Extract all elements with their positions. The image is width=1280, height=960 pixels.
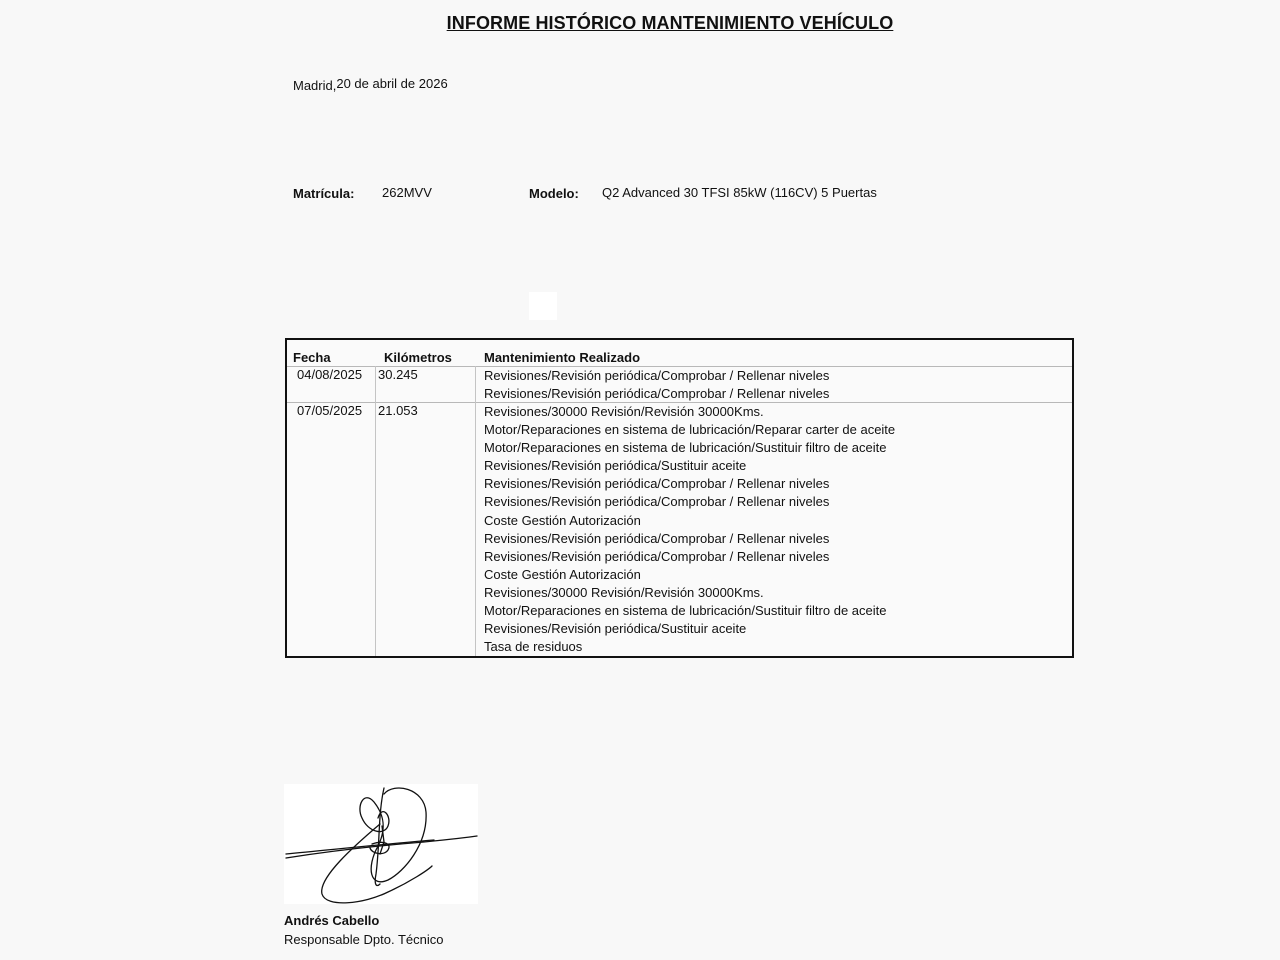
header-date: Fecha <box>293 350 331 365</box>
row-2-item: Coste Gestión Autorización <box>484 567 641 582</box>
row-2-item: Revisiones/Revisión periódica/Comprobar / Rellenar niveles <box>484 531 830 546</box>
row-2-date: 07/05/2025 <box>297 403 363 418</box>
signer-role: Responsable Dpto. Técnico <box>284 932 444 947</box>
row-2-item: Tasa de residuos <box>484 639 583 654</box>
column-divider-2 <box>475 366 476 656</box>
row-2-item: Motor/Reparaciones en sistema de lubricación/Sustituir filtro de aceite <box>484 440 887 455</box>
plate-label: Matrícula: <box>293 186 355 201</box>
row-2-item: Revisiones/30000 Revisión/Revisión 30000Kms. <box>484 404 764 419</box>
row-2-item: Revisiones/30000 Revisión/Revisión 30000Kms. <box>484 585 764 600</box>
row-2-item: Revisiones/Revisión periódica/Comprobar / Rellenar niveles <box>484 476 830 491</box>
row-2-item: Motor/Reparaciones en sistema de lubricación/Sustituir filtro de aceite <box>484 603 887 618</box>
row-2-item: Coste Gestión Autorización <box>484 513 641 528</box>
header-km: Kilómetros <box>384 350 452 365</box>
signature-icon <box>284 784 478 904</box>
report-date: 20 de abril de 2026 <box>336 76 448 91</box>
place-date <box>293 76 448 91</box>
row-1-item: Revisiones/Revisión periódica/Comprobar / Rellenar niveles <box>484 368 830 383</box>
column-divider-1 <box>375 366 376 656</box>
row-2-item: Revisiones/Revisión periódica/Sustituir aceite <box>484 621 747 636</box>
model-label: Modelo: <box>529 186 579 201</box>
row-1-date: 04/08/2025 <box>297 367 363 382</box>
maintenance-table <box>285 338 1074 658</box>
header-maintenance: Mantenimiento Realizado <box>484 350 641 365</box>
row-2-item: Revisiones/Revisión periódica/Sustituir aceite <box>484 458 747 473</box>
blank-patch <box>529 292 557 320</box>
signer-name: Andrés Cabello <box>284 913 380 928</box>
row-2-item: Revisiones/Revisión periódica/Comprobar / Rellenar niveles <box>484 549 830 564</box>
row-1-km: 30.245 <box>378 367 418 382</box>
report-title: INFORME HISTÓRICO MANTENIMIENTO VEHÍCULO <box>446 13 894 33</box>
row-1-item: Revisiones/Revisión periódica/Comprobar / Rellenar niveles <box>484 386 830 401</box>
row-2-km: 21.053 <box>378 403 418 418</box>
signature-area <box>284 784 478 904</box>
plate-value: 262MVV <box>382 185 432 200</box>
model-value: Q2 Advanced 30 TFSI 85kW (116CV) 5 Puertas <box>602 185 877 200</box>
report-place: Madrid, <box>293 78 337 93</box>
row-2-item: Motor/Reparaciones en sistema de lubricación/Reparar carter de aceite <box>484 422 896 437</box>
row-2-item: Revisiones/Revisión periódica/Comprobar / Rellenar niveles <box>484 494 830 509</box>
